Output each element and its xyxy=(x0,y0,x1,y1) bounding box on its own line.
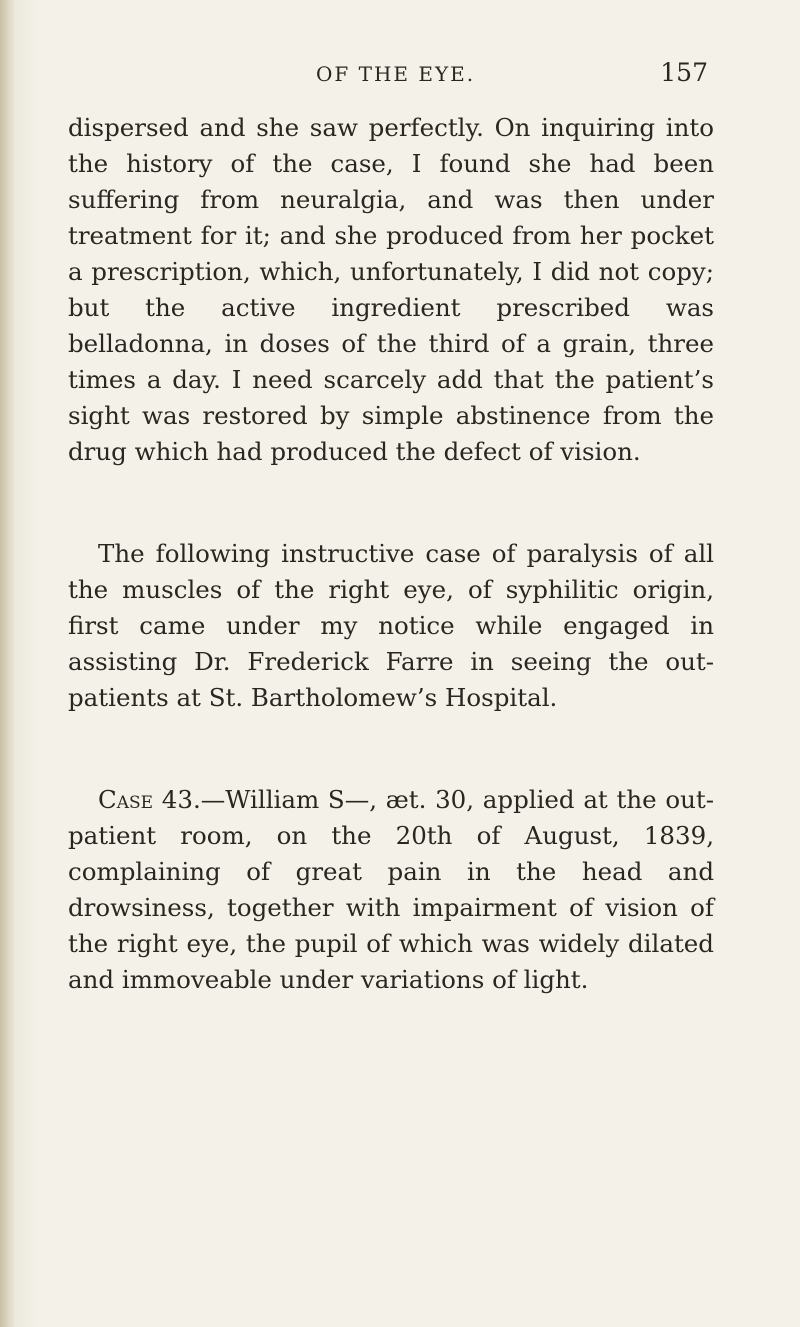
case-label: Case 43. xyxy=(98,785,201,814)
paragraph-continued: dispersed and she saw perfectly. On inquiring into the history of the case, I found she had been suffering from neuralgia, and was then under treatment for it; and she produced from her pocket a prescription, which, unfortunately, I did not copy; but the active ingredient prescribed was belladonna, in doses of the third of a grain, three times a day. I need scarcely add that the patient’s sight was restored by simple abstinence from the drug which had produced the defect of vision. xyxy=(68,113,714,466)
running-header xyxy=(68,58,708,98)
page-number: 157 xyxy=(660,58,708,87)
running-title: OF THE EYE. xyxy=(316,62,476,86)
body-text xyxy=(68,110,714,998)
paragraph-case-introduction: The following instructive case of paralysis of all the muscles of the right eye, of syphilitic origin, first came under my notice while engaged in assisting Dr. Frederick Farre in seeing the out-patients at St. Bartholomew’s Hospital. xyxy=(68,539,714,712)
paragraph-case-43 xyxy=(68,782,714,998)
case-text: —William S—, æt. 30, applied at the out-patient room, on the 20th of August, 1839, complaining of great pain in the head and drowsiness, together with impairment of vision of the right eye, the pupil of which was widely dilated and immoveable under variations of light. xyxy=(68,785,714,994)
page-binding-shadow xyxy=(0,0,14,1327)
